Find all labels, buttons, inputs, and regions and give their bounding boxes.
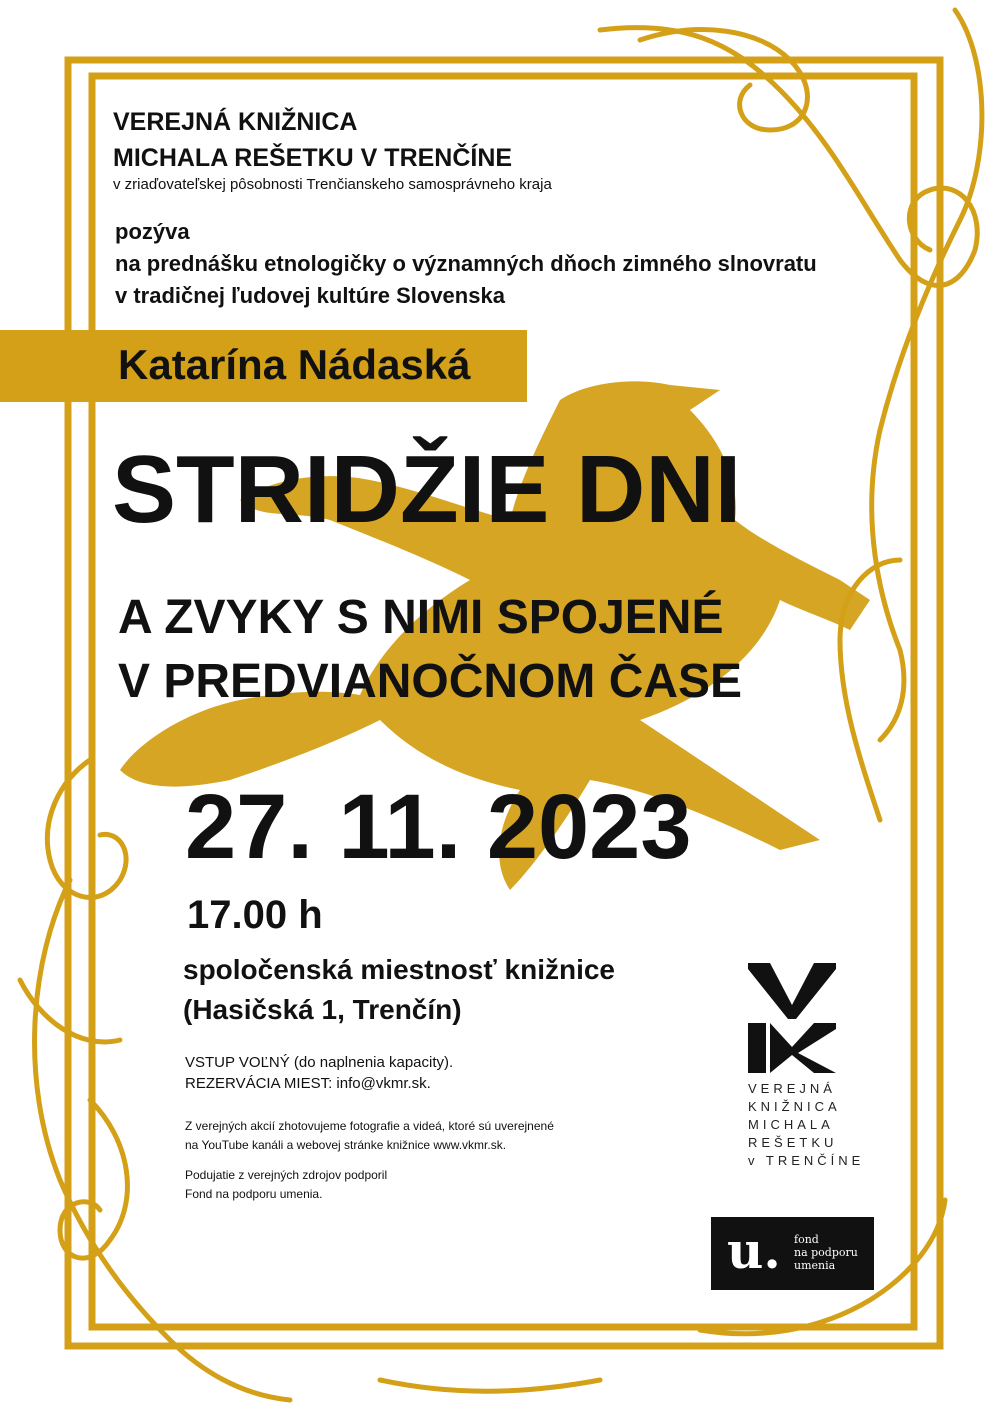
fund-line-1: fond: [794, 1233, 819, 1246]
invite-line-1: pozýva: [115, 219, 190, 244]
logo-line-1: VEREJNÁ: [748, 1081, 836, 1096]
admission-line-2: REZERVÁCIA MIEST: info@vkmr.sk.: [185, 1075, 431, 1092]
admission-line-1: VSTUP VOĽNÝ (do naplnenia kapacity).: [185, 1054, 454, 1071]
support-line-1: Podujatie z verejných zdrojov podporil: [185, 1168, 388, 1182]
library-name-line2: MICHALA REŠETKU V TRENČÍNE: [113, 144, 513, 172]
event-subtitle-line-2: V PREDVIANOČNOM ČASE: [118, 655, 743, 708]
logo-line-4: REŠETKU: [748, 1135, 838, 1150]
notice-line-2: na YouTube kanáli a webovej stránke knižnice www.vkmr.sk.: [185, 1138, 507, 1152]
support-note: [185, 1166, 387, 1204]
library-subtitle: v zriaďovateľskej pôsobnosti Trenčianskeho samosprávneho kraja: [113, 176, 552, 193]
logo-line-2: KNIŽNICA: [748, 1099, 841, 1114]
library-header: [113, 104, 552, 193]
fund-logo-mark: u.: [727, 1221, 781, 1280]
fund-logo: [711, 1217, 874, 1290]
library-logo-text: [748, 1080, 864, 1170]
fund-line-3: umenia: [794, 1259, 836, 1272]
fund-line-2: na podporu: [794, 1246, 858, 1259]
venue-line-2: (Hasičská 1, Trenčín): [183, 994, 462, 1025]
logo-line-5: v TRENČÍNE: [748, 1153, 865, 1168]
admission-info: [185, 1052, 453, 1094]
support-line-2: Fond na podporu umenia.: [185, 1187, 323, 1201]
invite-line-3: v tradičnej ľudovej kultúre Slovenska: [115, 283, 505, 308]
event-subtitle: [118, 586, 742, 714]
library-logo-icon: [748, 963, 840, 1073]
speaker-name: Katarína Nádaská: [118, 341, 471, 388]
library-name-line1: VEREJNÁ KNIŽNICA: [113, 108, 358, 136]
fund-logo-text: [794, 1233, 858, 1272]
event-title: STRIDŽIE DNI: [112, 436, 742, 543]
event-date: 27. 11. 2023: [185, 776, 692, 878]
photo-notice: [185, 1117, 554, 1155]
event-time: 17.00 h: [187, 893, 323, 937]
speaker-band: [0, 330, 527, 402]
notice-line-1: Z verejných akcií zhotovujeme fotografie a videá, ktoré sú uverejnené: [185, 1119, 554, 1133]
logo-line-3: MICHALA: [748, 1117, 834, 1132]
invite-line-2: na prednášku etnologičky o významných dňoch zimného slnovratu: [115, 251, 817, 276]
invitation-text: [115, 216, 817, 312]
event-venue: [183, 950, 615, 1030]
event-subtitle-line-1: A ZVYKY S NIMI SPOJENÉ: [118, 591, 724, 644]
venue-line-1: spoločenská miestnosť knižnice: [183, 954, 616, 985]
